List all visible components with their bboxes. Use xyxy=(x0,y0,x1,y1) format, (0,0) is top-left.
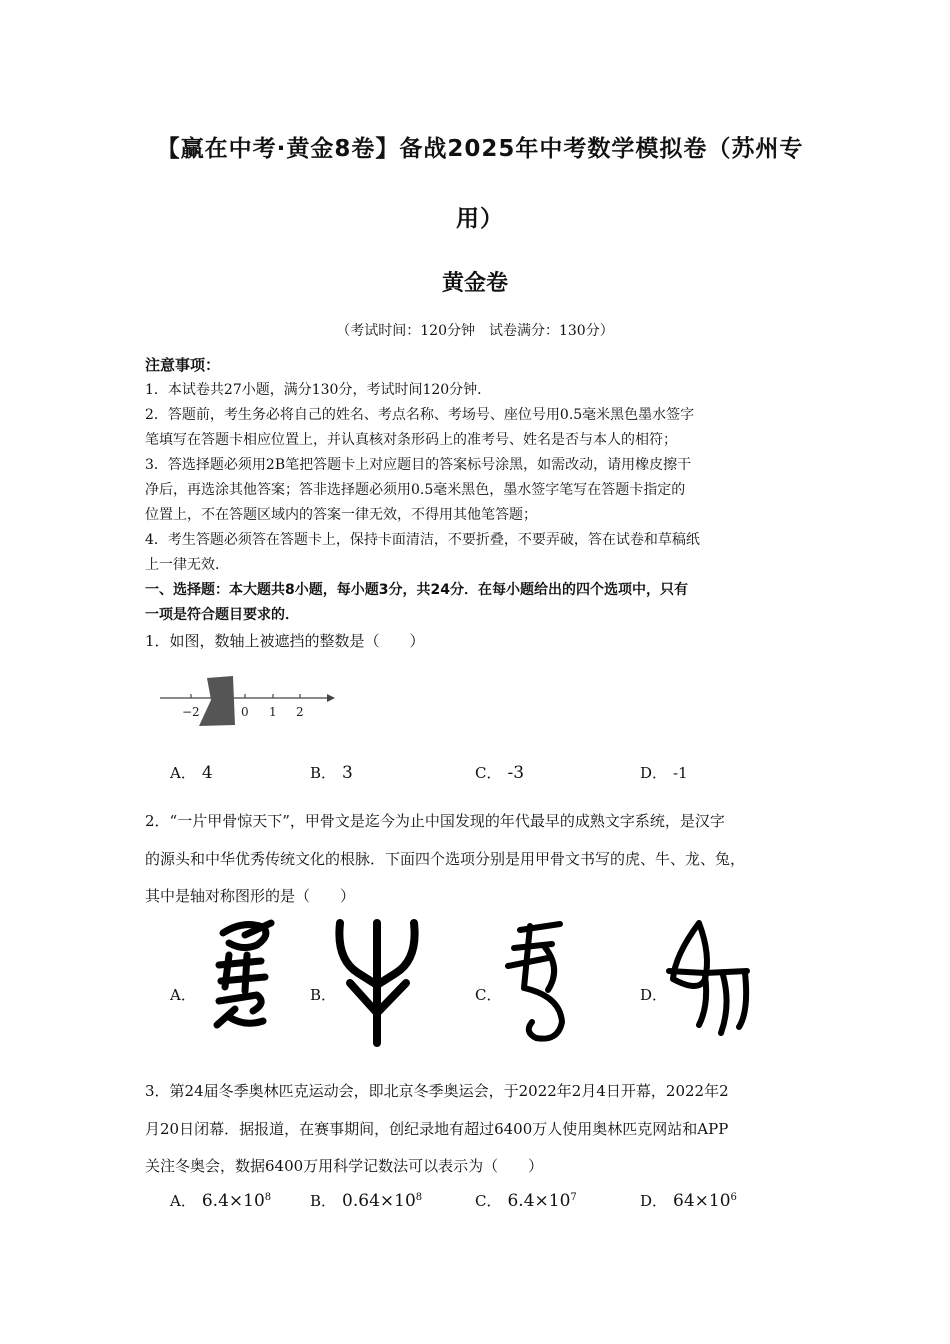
q2-option-c-label[interactable]: C． xyxy=(475,986,502,1004)
q3-option-b[interactable] xyxy=(310,1190,422,1211)
option-exponent: 8 xyxy=(264,1192,272,1203)
option-label: B． xyxy=(310,764,337,782)
option-value: -3 xyxy=(507,763,525,783)
option-label: C． xyxy=(475,764,502,782)
notice-line: 3．答选择题必须用2B笔把答题卡上对应题目的答案标号涂黑，如需改动，请用橡皮擦干 xyxy=(145,457,692,473)
q2-stem-line: 的源头和中华优秀传统文化的根脉．下面四个选项分别是用甲骨文书写的虎、牛、龙、兔， xyxy=(145,850,746,868)
option-value: 64×10 xyxy=(673,1191,731,1211)
q2-stem-line: 其中是轴对称图形的是（ ） xyxy=(145,887,356,905)
q1-option-a[interactable] xyxy=(170,762,213,783)
notice-line: 上一律无效． xyxy=(145,557,229,573)
q3-stem-line: 月20日闭幕．据报道，在赛事期间，创纪录地有超过6400万人使用奥林匹克网站和APP xyxy=(145,1120,729,1138)
option-value: 6.4×10 xyxy=(201,1191,265,1211)
option-value: -1 xyxy=(673,764,688,782)
q2-option-a-label[interactable]: A． xyxy=(170,986,196,1004)
option-value: 4 xyxy=(201,763,213,783)
q2-stem-line: 2．“一片甲骨惊天下”，甲骨文是迄今为止中国发现的年代最早的成熟文字系统，是汉字 xyxy=(145,812,725,830)
notice-line: 2．答题前，考生务必将自己的姓名、考点名称、考场号、座位号用0.5毫米黑色墨水签字 xyxy=(145,407,695,423)
oracle-dragon-glyph xyxy=(500,918,575,1048)
axis-label: −2 xyxy=(182,705,200,719)
option-label: B． xyxy=(310,1192,337,1210)
axis-label: 2 xyxy=(296,705,304,719)
axis-label: 0 xyxy=(241,705,249,719)
notice-line: 1．本试卷共27小题，满分130分，考试时间120分钟． xyxy=(145,382,492,398)
paper-subtitle: 黄金卷 xyxy=(441,271,508,296)
option-label: A． xyxy=(170,1192,196,1210)
oracle-rabbit-glyph xyxy=(665,915,755,1045)
q3-option-d[interactable] xyxy=(640,1190,737,1211)
option-label: A． xyxy=(170,764,196,782)
number-line-arrow xyxy=(327,694,335,702)
option-value: 0.64×10 xyxy=(342,1191,416,1211)
paper-title-line2: 用） xyxy=(456,206,504,232)
q1-stem: 1．如图，数轴上被遮挡的整数是（ ） xyxy=(145,632,425,650)
q1-option-b[interactable] xyxy=(310,762,353,783)
q3-option-c[interactable] xyxy=(475,1190,577,1211)
q2-option-b-label[interactable]: B． xyxy=(310,986,337,1004)
oracle-tiger-glyph xyxy=(205,915,285,1040)
covering-shape xyxy=(199,676,235,726)
notice-line: 4．考生答题必须答在答题卡上，保持卡面清洁，不要折叠，不要弄破，答在试卷和草稿纸 xyxy=(145,532,700,548)
exam-info: （考试时间：120分钟 试卷满分：130分） xyxy=(336,323,614,339)
section1-heading-line1: 一、选择题：本大题共8小题，每小题3分，共24分．在每小题给出的四个选项中，只有 xyxy=(145,582,688,598)
q3-option-a[interactable] xyxy=(170,1190,271,1211)
oracle-ox-glyph xyxy=(330,915,425,1047)
paper-title-line1: 【赢在中考·黄金8卷】备战2025年中考数学模拟卷（苏州专 xyxy=(156,136,804,162)
notice-heading: 注意事项： xyxy=(145,356,221,374)
q1-option-c[interactable] xyxy=(475,762,524,783)
option-label: D． xyxy=(640,764,668,782)
option-exponent: 7 xyxy=(570,1192,577,1203)
number-line-figure xyxy=(155,670,340,730)
q3-stem-line: 关注冬奥会，数据6400万用科学记数法可以表示为（ ） xyxy=(145,1157,544,1175)
option-exponent: 6 xyxy=(730,1192,737,1203)
notice-line: 净后，再选涂其他答案；答非选择题必须用0.5毫米黑色，墨水签字笔写在答题卡指定的 xyxy=(145,482,686,498)
option-exponent: 8 xyxy=(415,1192,423,1203)
option-label: D． xyxy=(640,1192,668,1210)
section1-heading-line2: 一项是符合题目要求的． xyxy=(145,607,299,623)
option-value: 3 xyxy=(342,763,353,783)
q2-option-d-label[interactable]: D． xyxy=(640,986,668,1004)
q1-option-d[interactable] xyxy=(640,762,688,783)
notice-line: 位置上，不在答题区域内的答案一律无效，不得用其他笔答题； xyxy=(145,507,537,523)
axis-label: 1 xyxy=(269,705,277,719)
q3-stem-line: 3．第24届冬季奥林匹克运动会，即北京冬季奥运会，于2022年2月4日开幕，2022年2 xyxy=(145,1082,729,1100)
option-label: C． xyxy=(475,1192,502,1210)
option-value: 6.4×10 xyxy=(507,1191,571,1211)
notice-line: 笔填写在答题卡相应位置上，并认真核对条形码上的准考号、姓名是否与本人的相符； xyxy=(145,432,677,448)
